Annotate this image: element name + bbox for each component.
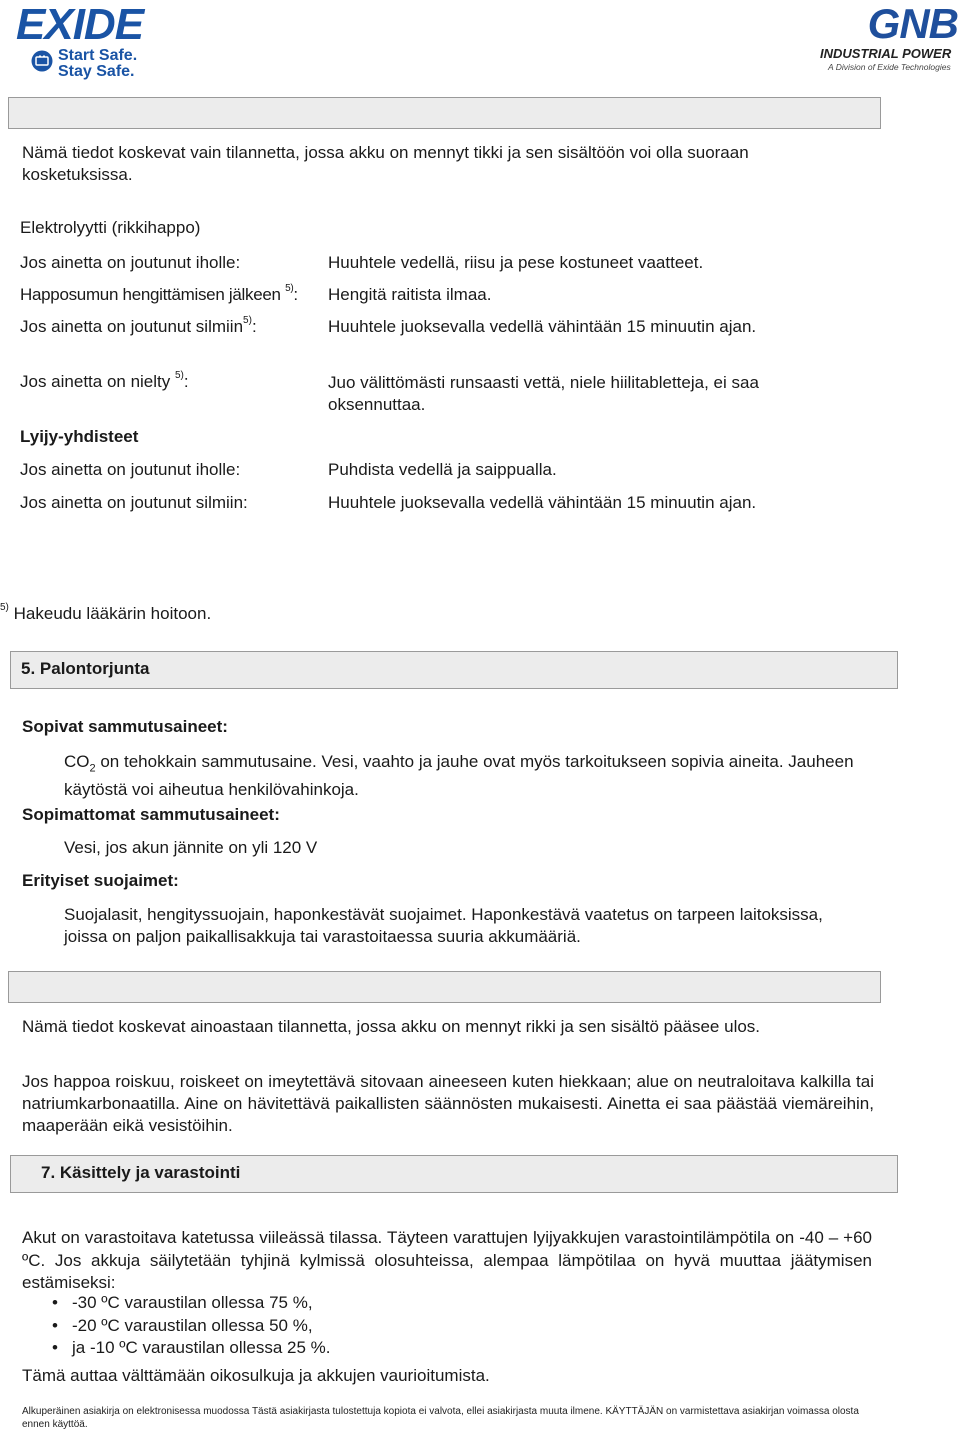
- section-5-title: 5. Palontorjunta: [21, 659, 150, 678]
- exide-wordmark: EXIDE: [16, 0, 144, 49]
- row-swallow-label: Jos ainetta on nielty $^{5)}$:: [20, 370, 189, 391]
- lead-skin-label: Jos ainetta on joutunut iholle:: [20, 460, 241, 479]
- first-aid-intro: Nämä tiedot koskevat vain tilannetta, jossa akku on mennyt tikki ja sen sisältöön voi olla suoraan kosketuksissa.: [22, 143, 749, 184]
- document-footer: Alkuperäinen asiakirja on elektronisessa muodossa Tästä asiakirjasta tulostettuja kopiota ei valvota, ellei asiakirjasta muuta ilmene. KÄYTTÄJÄN on varmistettava asiakirjan voimassa olosta ennen käyttöä.: [22, 1406, 859, 1430]
- row-skin-label: Jos ainetta on joutunut iholle:: [20, 253, 241, 272]
- exide-slogan-line1: Start Safe.: [58, 47, 138, 64]
- footnote-text: Hakeudu lääkärin hoitoon.: [13, 604, 212, 623]
- list-item: • -20 ºC varaustilan ollessa 50 %,: [40, 1315, 331, 1338]
- gnb-logo: [812, 0, 958, 74]
- storage-temperature-list: [40, 1292, 331, 1360]
- row-skin-value: Huuhtele vedellä, riisu ja pese kostuneet vaatteet.: [328, 253, 704, 272]
- list-item: • -30 ºC varaustilan ollessa 75 %,: [40, 1292, 331, 1315]
- equipment-text: Suojalasit, hengityssuojain, haponkestävät suojaimet. Haponkestävä vaatetus on tarpeen laitoksissa, joissa on paljon paikallisakkuja tai varastoitaessa suuria akkumääriä.: [64, 905, 823, 946]
- footnote-mark: 5): [0, 602, 9, 613]
- row-swallow-value: Juo välittömästi runsaasti vettä, niele hiilitabletteja, ei saa oksennuttaa.: [328, 373, 759, 414]
- row-eyes-value: Huuhtele juoksevalla vedellä vähintään 15 minuutin ajan.: [328, 317, 757, 336]
- section-6-para1: Nämä tiedot koskevat ainoastaan tilannetta, jossa akku on mennyt rikki ja sen sisältö pääsee ulos.: [22, 1017, 761, 1036]
- exide-logo: [16, 0, 176, 80]
- equipment-heading: Erityiset suojaimet:: [22, 871, 179, 890]
- suitable-heading: Sopivat sammutusaineet:: [22, 717, 228, 736]
- section-6-para2: Jos happoa roiskuu, roiskeet on imeytettävä sitovaan aineeseen kuten hiekkaan; alue on neutraloitava kalkilla tai natriumkarbonaatilla. Aine on hävitettävä paikallisten säännösten mukaisesti. Ainetta ei saa päästää viemäreihin, maaperään eikä vesistöihin.: [22, 1072, 874, 1135]
- section-7-closing: Tämä auttaa välttämään oikosulkuja ja akkujen vaurioitumista.: [22, 1366, 490, 1385]
- section-7-title: 7. Käsittely ja varastointi: [41, 1163, 241, 1182]
- unsuitable-heading: Sopimattomat sammutusaineet:: [22, 805, 280, 824]
- unsuitable-text: Vesi, jos akun jännite on yli 120 V: [64, 838, 318, 857]
- list-item: • ja -10 ºC varaustilan ollessa 25 %.: [40, 1337, 331, 1360]
- battery-icon: [30, 50, 54, 72]
- gnb-division: A Division of Exide Technologies: [828, 62, 951, 72]
- exide-slogan-line2: Stay Safe.: [58, 63, 135, 80]
- gnb-subtitle: INDUSTRIAL POWER: [820, 46, 952, 61]
- gnb-wordmark: GNB: [867, 0, 958, 47]
- section-5-bar: [10, 651, 898, 689]
- suitable-text: $CO_2$ on tehokkain sammutusaine. Vesi, vaahto ja jauhe ovat myös tarkoitukseen sopivia aineita. Jauheen käytöstä voi aiheutua henkilövahinkoja.: [64, 752, 854, 800]
- section-7-bar: [10, 1155, 898, 1193]
- row-eyes-label: Jos ainetta on joutunut silmiin$^{5)}$:: [20, 315, 257, 336]
- section-6-bar: [8, 971, 881, 1003]
- footnote: [0, 604, 211, 624]
- section-7-para: Akut on varastoitava katetussa viileässä tilassa. Täyteen varattujen lyijyakkujen varastointilämpötila on -40 – +60 ºC. Jos akkuja säilytetään tyhjinä kylmissä olosuhteissa, alempaa lämpötilaa on hyvä muuttaa jäätymisen estämiseksi:: [22, 1228, 872, 1292]
- row-mist-value: Hengitä raitista ilmaa.: [328, 285, 492, 304]
- lead-skin-value: Puhdista vedellä ja saippualla.: [328, 460, 557, 479]
- row-mist-label: Happosumun hengittämisen jälkeen $^{5)}$:: [20, 283, 298, 304]
- electrolyte-heading: Elektrolyytti (rikkihappo): [20, 218, 201, 237]
- lead-heading: Lyijy-yhdisteet: [20, 427, 139, 446]
- section-header-bar-top: [8, 97, 881, 129]
- lead-eyes-value: Huuhtele juoksevalla vedellä vähintään 15 minuutin ajan.: [328, 493, 757, 512]
- lead-eyes-label: Jos ainetta on joutunut silmiin:: [20, 493, 248, 512]
